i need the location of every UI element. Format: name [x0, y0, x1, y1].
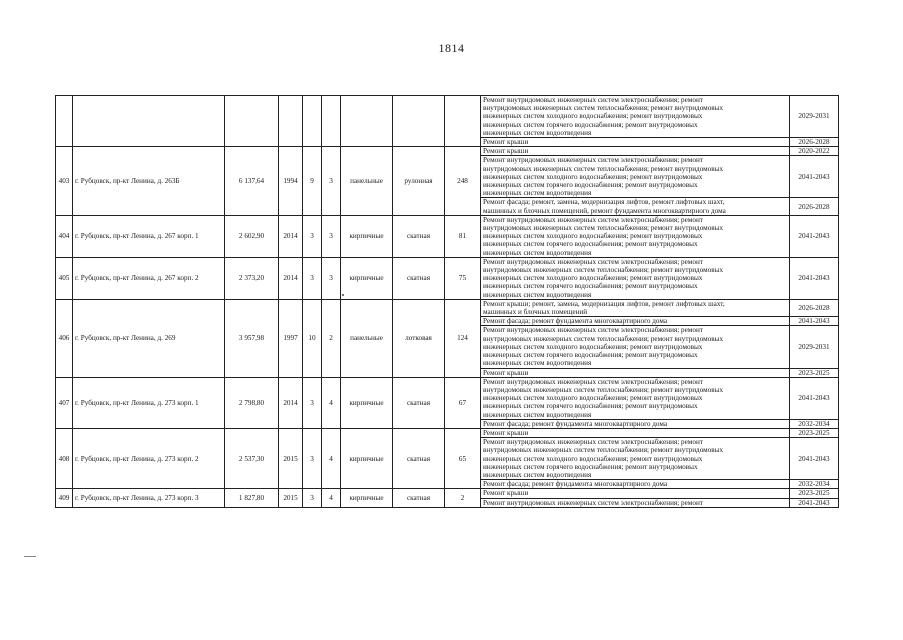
- row-address: г. Рубцовск, пр-кт Ленина, д. 273 корп. 3: [73, 489, 225, 507]
- work-period: 2032-2034: [790, 480, 839, 489]
- row-entrances: 4: [322, 489, 341, 507]
- table-row: [56, 257, 839, 299]
- work-line: внутридомовых инженерных систем теплоснабжения; ремонт внутридомовых: [483, 334, 724, 343]
- work-list: [481, 156, 790, 198]
- work-period: 2041-2043: [790, 438, 839, 480]
- work-line: внутридомовых инженерных систем теплоснабжения; ремонт внутридомовых: [483, 164, 724, 173]
- work-list: Ремонт внутридомовых инженерных систем электроснабжения; ремонт: [481, 498, 790, 507]
- work-line: инженерных систем холодного водоснабжения; ремонт внутридомовых: [483, 454, 703, 463]
- row-number: 407: [56, 377, 73, 428]
- row-address: [73, 96, 225, 147]
- row-address: г. Рубцовск, пр-кт Ленина, д. 267 корп. 1: [73, 215, 225, 257]
- work-line: внутридомовых инженерных систем теплоснабжения; ремонт внутридомовых: [483, 224, 724, 233]
- work-line: Ремонт внутридомовых инженерных систем электроснабжения; ремонт: [483, 156, 703, 165]
- work-line: инженерных систем водоотведения: [483, 248, 592, 257]
- work-line: инженерных систем горячего водоснабжения; ремонт внутридомовых: [483, 282, 698, 291]
- repair-registry-table: [55, 95, 839, 508]
- row-wall-material: кирпичные: [341, 377, 393, 428]
- row-area: 6 137,64: [225, 147, 279, 216]
- row-floors: 3: [303, 215, 322, 257]
- work-line: инженерных систем холодного водоснабжения; ремонт внутридомовых: [483, 274, 703, 283]
- work-line: инженерных систем холодного водоснабжения; ремонт внутридомовых: [483, 172, 703, 181]
- page-number: 1814: [438, 41, 465, 55]
- row-residents: 81: [445, 215, 481, 257]
- work-line: инженерных систем водоотведения: [483, 470, 592, 479]
- row-floors: 3: [303, 257, 322, 299]
- table-row: [56, 147, 839, 156]
- work-list: [481, 257, 790, 299]
- work-period: 2026-2028: [790, 138, 839, 147]
- work-list: Ремонт фасада; ремонт фундамента многоквартирного дома: [481, 317, 790, 326]
- row-number: 404: [56, 215, 73, 257]
- row-wall-material: кирпичные: [341, 428, 393, 488]
- work-line: Ремонт внутридомовых инженерных систем электроснабжения; ремонт: [483, 257, 703, 266]
- scan-dot: [342, 294, 344, 296]
- row-roof-type: скатная: [393, 377, 445, 428]
- row-area: 2 537,30: [225, 428, 279, 488]
- work-period: 2041-2043: [790, 377, 839, 419]
- row-entrances: 4: [322, 377, 341, 428]
- row-residents: 67: [445, 377, 481, 428]
- row-year: 1994: [279, 147, 303, 216]
- row-year: 2015: [279, 428, 303, 488]
- work-list: Ремонт фасада; ремонт фундамента многоквартирного дома: [481, 419, 790, 428]
- work-line: инженерных систем холодного водоснабжения; ремонт внутридомовых: [483, 112, 703, 121]
- work-list: Ремонт крыши: [481, 147, 790, 156]
- work-line: внутридомовых инженерных систем теплоснабжения; ремонт внутридомовых: [483, 266, 724, 275]
- work-line: инженерных систем водоотведения: [483, 359, 592, 368]
- work-line: Ремонт внутридомовых инженерных систем электроснабжения; ремонт: [483, 326, 703, 335]
- work-line: Ремонт внутридомовых инженерных систем электроснабжения; ремонт: [483, 96, 703, 104]
- table-row: [56, 428, 839, 437]
- work-line: машинных и блочных помещений, ремонт фундамента многоквартирного дома: [483, 206, 726, 215]
- work-list: Ремонт крыши: [481, 489, 790, 498]
- work-line: инженерных систем водоотведения: [483, 128, 592, 137]
- row-roof-type: лотковая: [393, 299, 445, 377]
- work-period: 2023-2025: [790, 368, 839, 377]
- row-residents: 75: [445, 257, 481, 299]
- work-line: инженерных систем горячего водоснабжения; ремонт внутридомовых: [483, 120, 698, 129]
- row-area: 1 827,80: [225, 489, 279, 507]
- work-line: инженерных систем холодного водоснабжения; ремонт внутридомовых: [483, 232, 703, 241]
- row-area: [225, 96, 279, 147]
- work-line: внутридомовых инженерных систем теплоснабжения; ремонт внутридомовых: [483, 446, 724, 455]
- work-list: [481, 299, 790, 316]
- row-year: [279, 96, 303, 147]
- work-period: 2041-2043: [790, 156, 839, 198]
- work-list: Ремонт крыши: [481, 138, 790, 147]
- row-year: 2015: [279, 489, 303, 507]
- work-period: 2041-2043: [790, 257, 839, 299]
- work-period: 2020-2022: [790, 147, 839, 156]
- work-line: инженерных систем горячего водоснабжения; ремонт внутридомовых: [483, 402, 698, 411]
- work-period: 2041-2043: [790, 317, 839, 326]
- table-row: [56, 299, 839, 316]
- work-line: Ремонт внутридомовых инженерных систем электроснабжения; ремонт: [483, 377, 703, 386]
- row-year: 1997: [279, 299, 303, 377]
- work-period: 2041-2043: [790, 498, 839, 507]
- row-roof-type: рулонная: [393, 147, 445, 216]
- work-line: инженерных систем водоотведения: [483, 189, 592, 198]
- row-address: г. Рубцовск, пр-кт Ленина, д. 267 корп. 2: [73, 257, 225, 299]
- work-line: инженерных систем холодного водоснабжения; ремонт внутридомовых: [483, 394, 703, 403]
- row-wall-material: кирпичные: [341, 257, 393, 299]
- row-entrances: 3: [322, 147, 341, 216]
- row-year: 2014: [279, 377, 303, 428]
- row-residents: 2: [445, 489, 481, 507]
- row-number: [56, 96, 73, 147]
- row-area: 2 602,90: [225, 215, 279, 257]
- row-floors: [303, 96, 322, 147]
- work-period: 2023-2025: [790, 489, 839, 498]
- row-year: 2014: [279, 257, 303, 299]
- work-line: машинных и блочных помещений: [483, 308, 588, 317]
- table-row: [56, 377, 839, 419]
- row-residents: 65: [445, 428, 481, 488]
- work-list: Ремонт крыши: [481, 428, 790, 437]
- row-address: г. Рубцовск, пр-кт Ленина, д. 273 корп. 2: [73, 428, 225, 488]
- work-line: Ремонт внутридомовых инженерных систем электроснабжения; ремонт: [483, 438, 703, 447]
- table-row: [56, 215, 839, 257]
- row-roof-type: скатная: [393, 257, 445, 299]
- work-period: 2029-2031: [790, 326, 839, 368]
- row-residents: 124: [445, 299, 481, 377]
- work-line: Ремонт внутридомовых инженерных систем электроснабжения; ремонт: [483, 215, 703, 224]
- row-roof-type: скатная: [393, 489, 445, 507]
- work-line: инженерных систем горячего водоснабжения; ремонт внутридомовых: [483, 462, 698, 471]
- work-period: 2023-2025: [790, 428, 839, 437]
- work-period: 2029-2031: [790, 96, 839, 138]
- row-floors: 3: [303, 377, 322, 428]
- row-entrances: [322, 96, 341, 147]
- work-line: внутридомовых инженерных систем теплоснабжения; ремонт внутридомовых: [483, 385, 724, 394]
- work-period: 2026-2028: [790, 299, 839, 316]
- row-entrances: 2: [322, 299, 341, 377]
- work-list: Ремонт крыши: [481, 368, 790, 377]
- row-floors: 9: [303, 147, 322, 216]
- work-list: [481, 215, 790, 257]
- row-floors: 3: [303, 428, 322, 488]
- row-address: г. Рубцовск, пр-кт Ленина, д. 269: [73, 299, 225, 377]
- row-year: 2014: [279, 215, 303, 257]
- row-number: 406: [56, 299, 73, 377]
- row-entrances: 3: [322, 257, 341, 299]
- work-line: инженерных систем холодного водоснабжения; ремонт внутридомовых: [483, 342, 703, 351]
- table-row: [56, 96, 839, 138]
- row-number: 408: [56, 428, 73, 488]
- work-line: инженерных систем водоотведения: [483, 290, 592, 299]
- work-list: [481, 377, 790, 419]
- work-period: 2041-2043: [790, 215, 839, 257]
- work-line: инженерных систем водоотведения: [483, 410, 592, 419]
- scan-mark: [24, 556, 36, 557]
- work-list: [481, 198, 790, 215]
- row-roof-type: скатная: [393, 428, 445, 488]
- row-entrances: 3: [322, 215, 341, 257]
- row-wall-material: кирпичные: [341, 489, 393, 507]
- row-area: 2 798,80: [225, 377, 279, 428]
- work-period: 2026-2028: [790, 198, 839, 215]
- work-line: Ремонт крыши; ремонт, замена, модернизация лифтов, ремонт лифтовых шахт,: [483, 299, 725, 308]
- work-list: [481, 326, 790, 368]
- row-residents: 248: [445, 147, 481, 216]
- row-wall-material: панельные: [341, 299, 393, 377]
- row-number: 405: [56, 257, 73, 299]
- work-line: инженерных систем горячего водоснабжения; ремонт внутридомовых: [483, 351, 698, 360]
- row-number: 403: [56, 147, 73, 216]
- row-address: г. Рубцовск, пр-кт Ленина, д. 273 корп. 1: [73, 377, 225, 428]
- work-line: инженерных систем горячего водоснабжения; ремонт внутридомовых: [483, 240, 698, 249]
- work-list: Ремонт фасада; ремонт фундамента многоквартирного дома: [481, 480, 790, 489]
- row-residents: [445, 96, 481, 147]
- work-list: [481, 96, 790, 138]
- table-row: [56, 489, 839, 498]
- row-entrances: 4: [322, 428, 341, 488]
- row-floors: 10: [303, 299, 322, 377]
- work-line: инженерных систем горячего водоснабжения; ремонт внутридомовых: [483, 181, 698, 190]
- work-period: 2032-2034: [790, 419, 839, 428]
- row-roof-type: [393, 96, 445, 147]
- row-area: 2 373,20: [225, 257, 279, 299]
- work-line: внутридомовых инженерных систем теплоснабжения; ремонт внутридомовых: [483, 104, 724, 113]
- row-wall-material: панельные: [341, 147, 393, 216]
- row-roof-type: скатная: [393, 215, 445, 257]
- row-area: 3 957,98: [225, 299, 279, 377]
- work-list: [481, 438, 790, 480]
- row-number: 409: [56, 489, 73, 507]
- work-line: Ремонт фасада; ремонт, замена, модернизация лифтов, ремонт лифтовых шахт,: [483, 198, 725, 207]
- row-wall-material: [341, 96, 393, 147]
- row-floors: 3: [303, 489, 322, 507]
- row-wall-material: кирпичные: [341, 215, 393, 257]
- row-address: г. Рубцовск, пр-кт Ленина, д. 263Б: [73, 147, 225, 216]
